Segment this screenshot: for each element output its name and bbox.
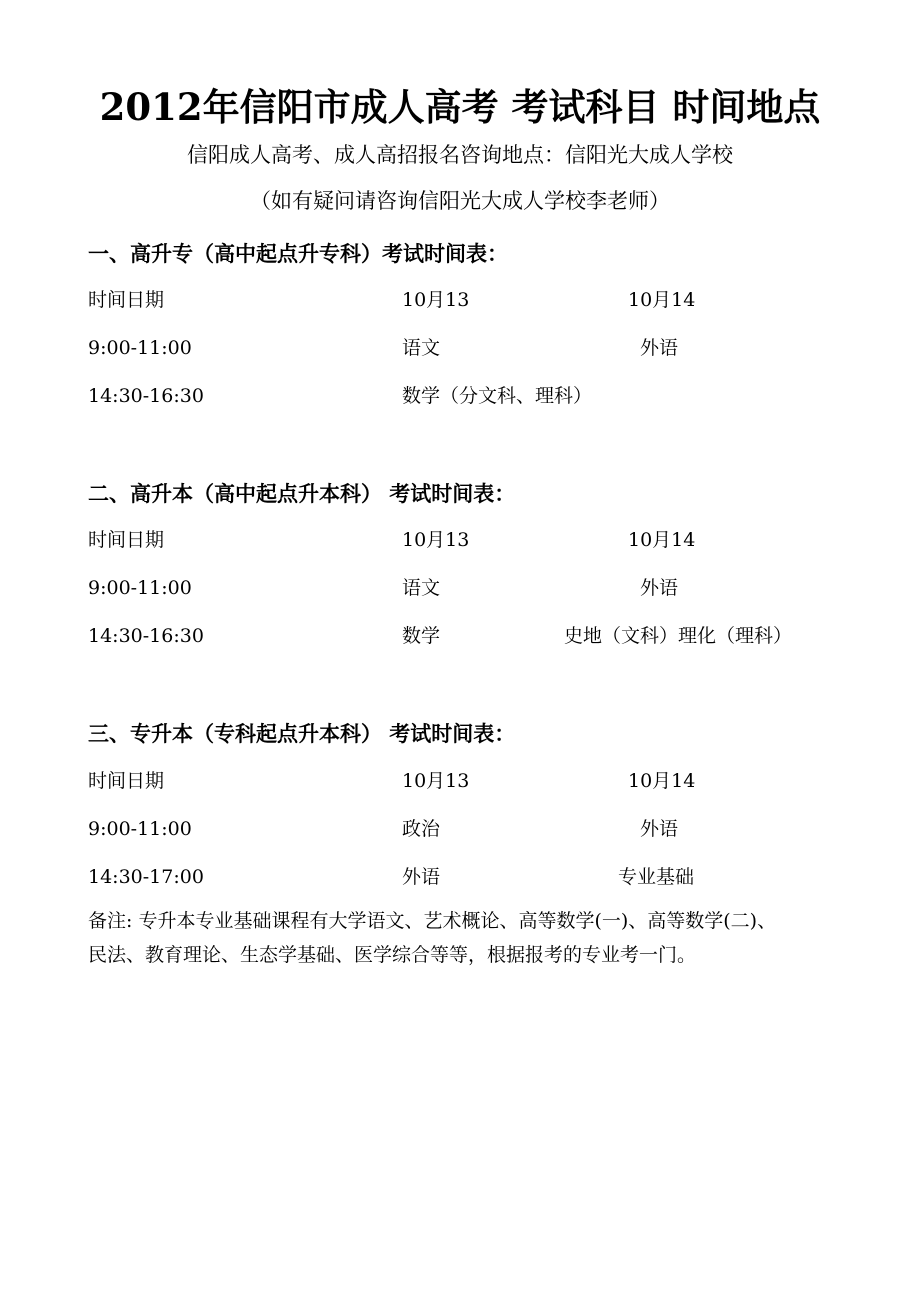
schedule-cell: 时间日期 [88,289,165,311]
schedule-cell: 9:00-11:00 [88,818,192,840]
schedule-cell: 9:00-11:00 [88,577,192,599]
schedule-cell: 时间日期 [88,770,165,792]
schedule-cell: 史地（文科）理化（理科） [564,625,793,647]
schedule-cell: 外语 [402,866,441,888]
section-heading-zhuanshengben: 三、专升本（专科起点升本科） 考试时间表： [88,721,516,746]
remark-line-1: 备注: 专升本专业基础课程有大学语文、艺术概论、高等数学(一)、高等数学(二)、 [88,910,777,932]
schedule-cell: 10月14 [628,289,696,311]
schedule-cell: 10月14 [628,770,696,792]
schedule-cell: 数学（分文科、理科） [402,385,593,407]
schedule-cell: 数学 [402,625,441,647]
schedule-cell: 政治 [402,818,441,840]
schedule-cell: 外语 [640,577,679,599]
consult-location: 信阳成人高考、成人高招报名咨询地点：信阳光大成人学校 [187,143,733,167]
schedule-cell: 10月13 [402,770,470,792]
schedule-cell: 10月13 [402,529,470,551]
schedule-cell: 语文 [402,577,441,599]
remark-line-2: 民法、教育理论、生态学基础、医学综合等等，根据报考的专业考一门。 [88,944,697,966]
schedule-cell: 语文 [402,337,441,359]
schedule-cell: 14:30-16:30 [88,385,204,407]
schedule-cell: 14:30-17:00 [88,866,204,888]
page-title: 2012年信阳市成人高考 考试科目 时间地点 [99,85,821,129]
schedule-cell: 外语 [640,337,679,359]
section-heading-gaoshengzhuan: 一、高升专（高中起点升专科）考试时间表： [88,241,508,266]
remark-note [88,904,848,972]
consult-contact: （如有疑问请咨询信阳光大成人学校李老师） [250,189,670,213]
schedule-cell: 10月13 [402,289,470,311]
schedule-cell: 外语 [640,818,679,840]
schedule-cell: 9:00-11:00 [88,337,192,359]
section-heading-gaoshengben: 二、高升本（高中起点升本科） 考试时间表： [88,481,516,506]
schedule-cell: 专业基础 [618,866,695,888]
schedule-cell: 时间日期 [88,529,165,551]
schedule-cell: 10月14 [628,529,696,551]
schedule-cell: 14:30-16:30 [88,625,204,647]
